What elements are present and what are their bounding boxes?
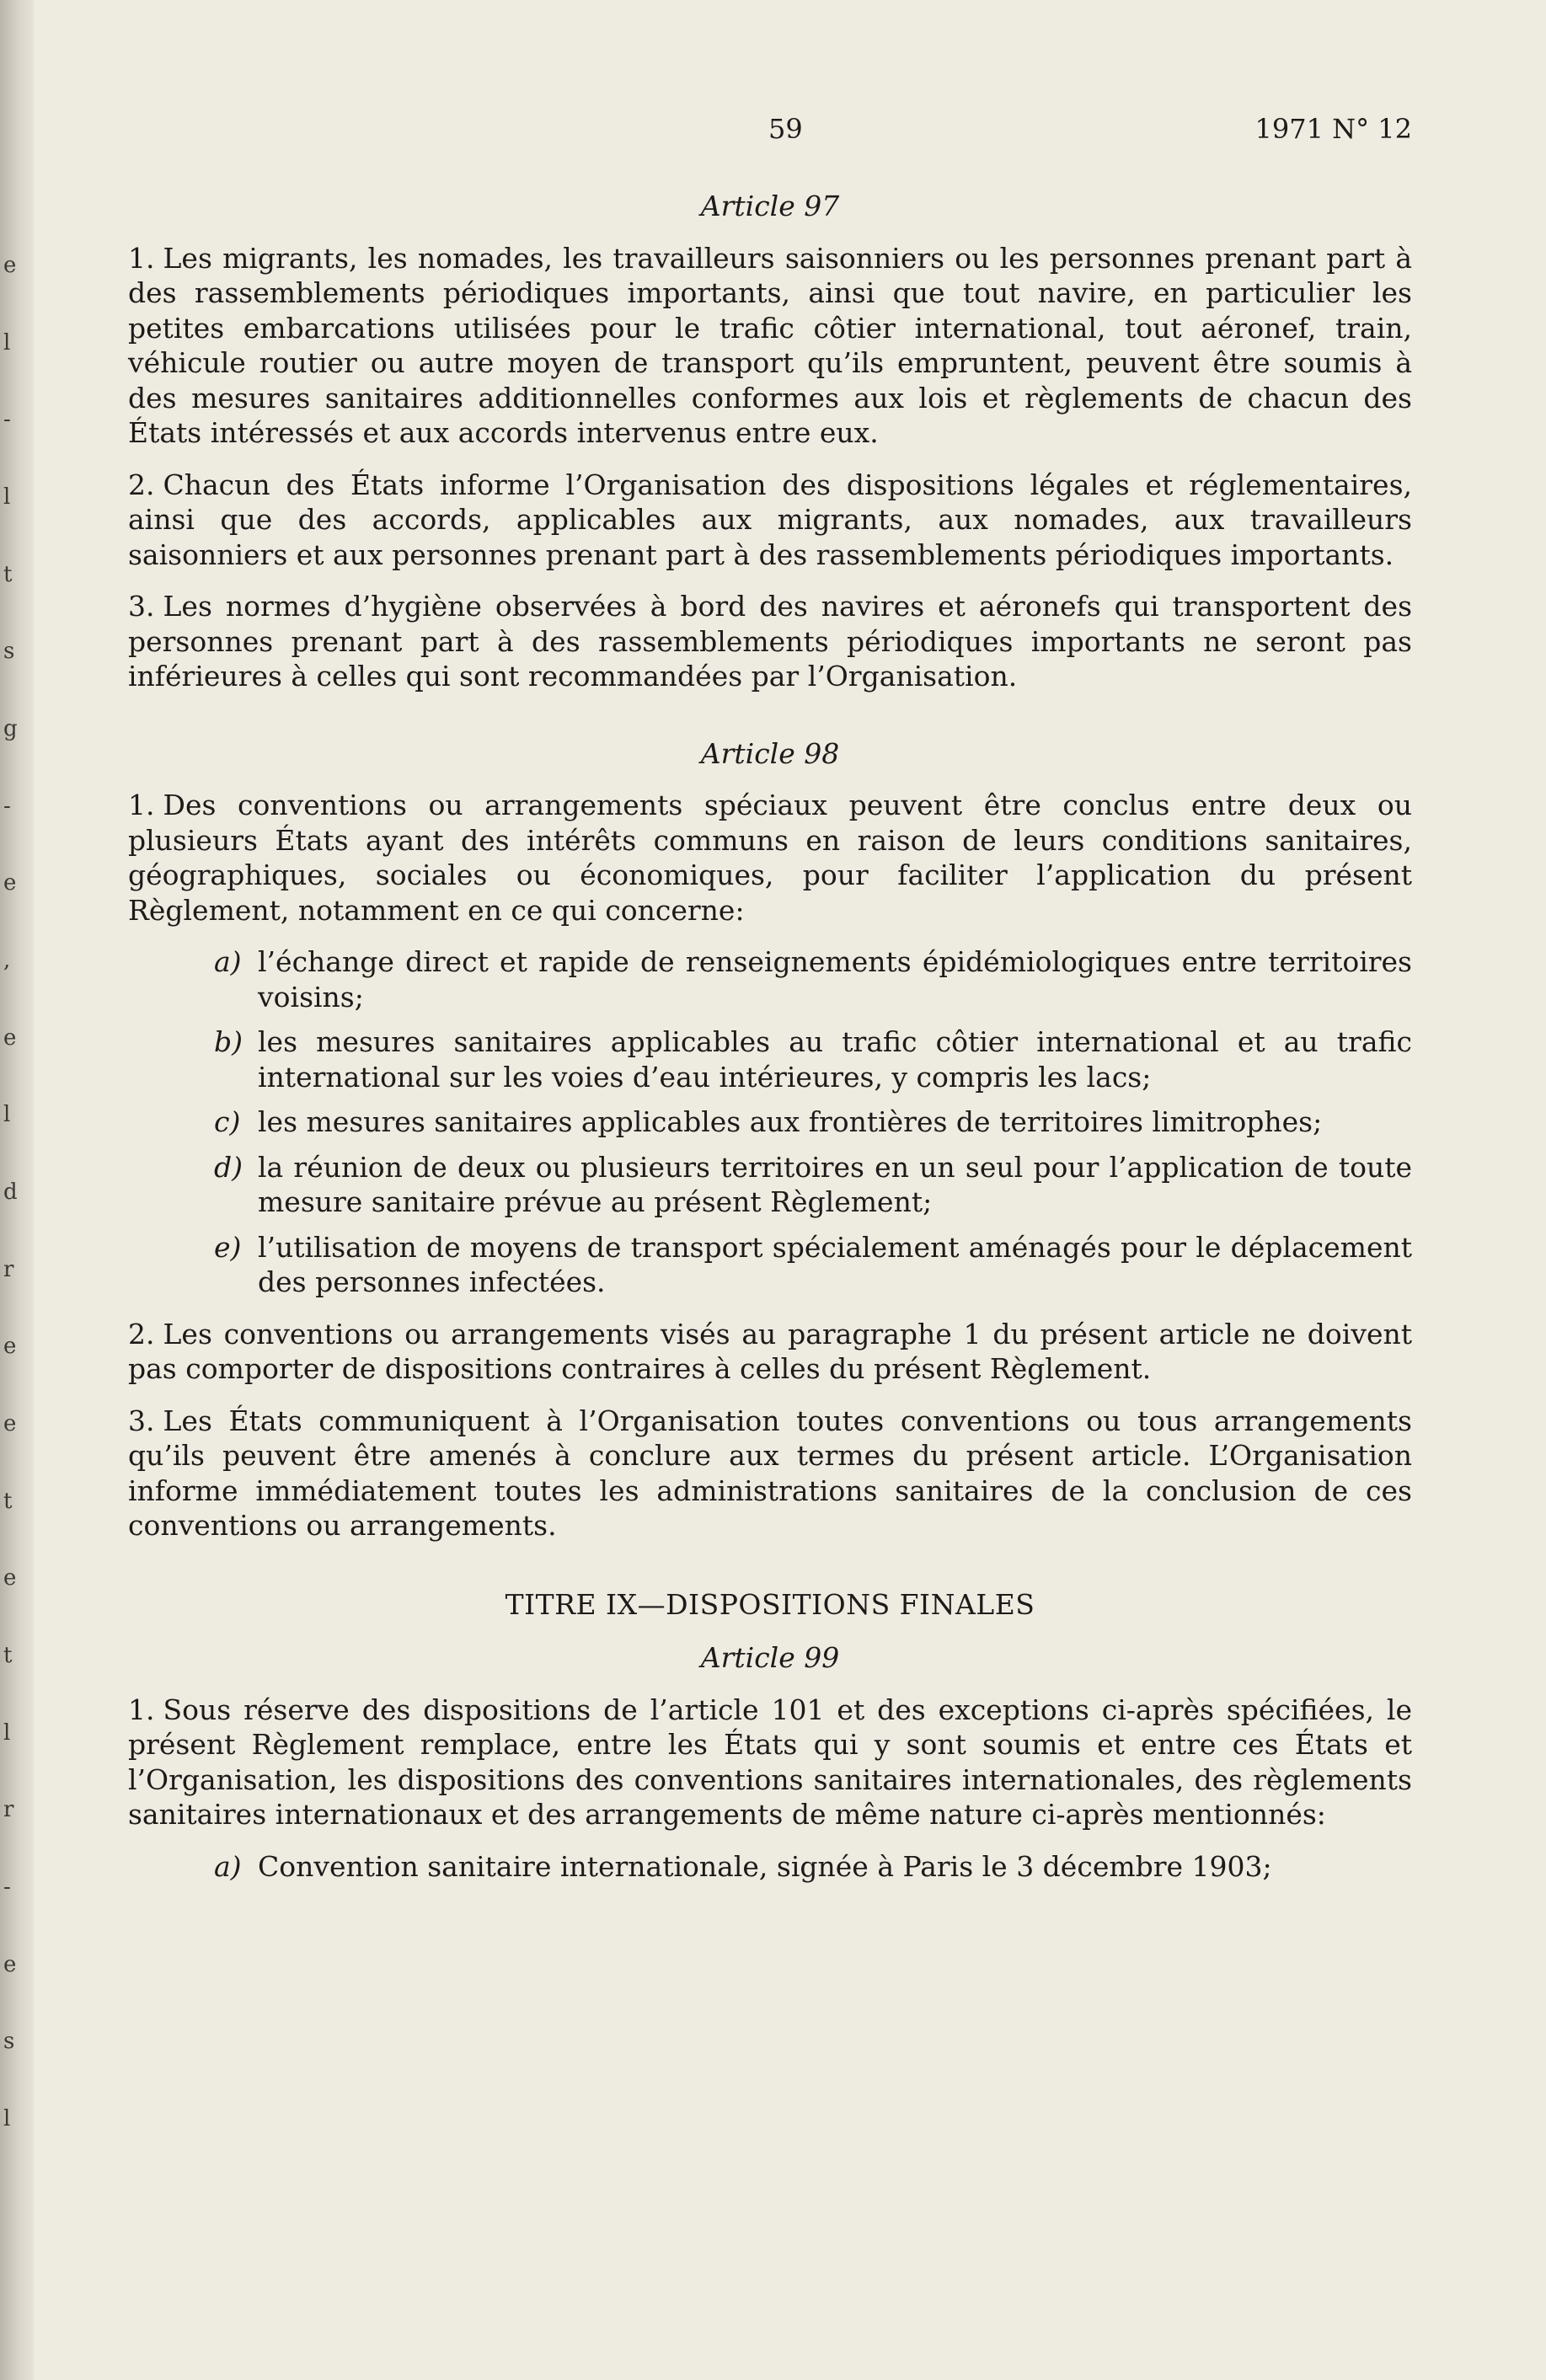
margin-fragment: g	[3, 716, 18, 741]
margin-fragment: e	[3, 1411, 17, 1436]
margin-fragment: ,	[3, 948, 11, 973]
list-letter: d)	[214, 1150, 243, 1184]
paragraph-number: 1.	[128, 1693, 155, 1726]
margin-fragment: s	[3, 2029, 15, 2054]
margin-fragment: d	[3, 1179, 18, 1205]
margin-fragment: t	[3, 1489, 13, 1514]
list-item	[128, 1150, 1412, 1220]
margin-fragment: e	[3, 870, 17, 896]
margin-fragment: e	[3, 1334, 17, 1359]
margin-fragment: l	[3, 1720, 11, 1746]
margin-fragment: l	[3, 2106, 11, 2131]
paragraph-number: 1.	[128, 789, 155, 821]
article-97-paragraph-3	[128, 589, 1412, 694]
paragraph-number: 2.	[128, 468, 155, 501]
list-letter: a)	[214, 945, 242, 978]
page-number: 59	[768, 113, 803, 145]
margin-fragment: e	[3, 1952, 17, 1977]
margin-fragment: l	[3, 1102, 11, 1127]
margin-fragment: -	[3, 407, 11, 432]
list-item	[128, 944, 1412, 1014]
margin-fragment: t	[3, 1643, 13, 1668]
list-item	[128, 1024, 1412, 1094]
article-99-title: Article 99	[700, 1641, 840, 1674]
list-item	[128, 1104, 1412, 1140]
article-98-list	[128, 944, 1412, 1300]
paragraph-text: Les conventions ou arrangements visés au paragraphe 1 du présent article ne doivent pas comporter de dispositions contraires à celles du présent Règlement.	[128, 1317, 1412, 1385]
paragraph-text: Sous réserve des dispositions de l’article 101 et des exceptions ci-après spécifiées, le présent Règlement remplace, entre les États qui y sont soumis et entre ces États et l’Organisation, les dispositions des conventions sanitaires internationales, des règlements sanitaires internationaux et des arrangements de même nature ci-après mentionnés:	[128, 1693, 1412, 1831]
paragraph-number: 3.	[128, 590, 155, 623]
margin-fragment: e	[3, 1565, 17, 1591]
page-header	[128, 113, 1412, 155]
article-99-list	[128, 1849, 1412, 1885]
paragraph-text: Les États communiquent à l’Organisation toutes conventions ou tous arrangements qu’ils peuvent être amenés à conclure aux termes du présent article. L’Organisation informe immédiatement toutes les administrations sanitaires de la conclusion de ces conventions ou arrangements.	[128, 1404, 1412, 1542]
margin-fragment: t	[3, 562, 13, 587]
paragraph-number: 1.	[128, 241, 155, 275]
list-letter: a)	[214, 1849, 242, 1883]
page-body	[128, 189, 1412, 1901]
adjacent-page-margin	[0, 0, 24, 2380]
list-item	[128, 1230, 1412, 1300]
list-text: les mesures sanitaires applicables aux frontières de territoires limitrophes;	[258, 1105, 1323, 1138]
list-letter: e)	[214, 1230, 242, 1264]
article-97-paragraph-1	[128, 241, 1412, 451]
article-98-title: Article 98	[700, 736, 840, 770]
margin-fragment: s	[3, 639, 15, 664]
article-97-paragraph-2	[128, 468, 1412, 573]
list-item	[128, 1849, 1412, 1885]
margin-fragment: -	[3, 1875, 11, 1900]
margin-fragment: -	[3, 794, 11, 819]
list-text: les mesures sanitaires applicables au trafic côtier international et au trafic international sur les voies d’eau intérieures, y compris les lacs;	[258, 1025, 1412, 1094]
list-text: la réunion de deux ou plusieurs territoires en un seul pour l’application de toute mesure sanitaire prévue au présent Règlement;	[258, 1150, 1412, 1218]
paragraph-number: 2.	[128, 1317, 155, 1350]
paragraph-text: Chacun des États informe l’Organisation des dispositions légales et réglementaires, ainsi que des accords, applicables aux migrants, aux nomades, aux travailleurs saisonniers et aux personnes prenant part à des rassemblements périodiques importants.	[128, 468, 1412, 571]
article-97-title: Article 97	[700, 190, 840, 222]
list-text: l’échange direct et rapide de renseignements épidémiologiques entre territoires voisins;	[258, 945, 1412, 1014]
margin-fragment: e	[3, 253, 17, 278]
list-letter: b)	[214, 1025, 243, 1058]
paragraph-number: 3.	[128, 1404, 155, 1437]
article-98-paragraph-1	[128, 788, 1412, 928]
list-letter: c)	[214, 1105, 241, 1138]
paragraph-text: Les migrants, les nomades, les travailleurs saisonniers ou les personnes prenant part à des rassemblements périodiques importants, ainsi que tout navire, en particulier les petites embarcations utilisées pour le trafic côtier international, tout aéronef, train, véhicule routier ou autre moyen de transport qu’ils empruntent, peuvent être soumis à des mesures sanitaires additionnelles conformes aux lois et règlements de chacun des États intéressés et aux accords intervenus entre eux.	[128, 241, 1412, 449]
margin-fragment: r	[3, 1257, 14, 1282]
margin-fragment: l	[3, 484, 11, 510]
margin-fragment: e	[3, 1025, 17, 1051]
paragraph-text: Des conventions ou arrangements spéciaux peuvent être conclus entre deux ou plusieurs États ayant des intérêts communs en raison de leurs conditions sanitaires, géographiques, sociales ou économiques, pour faciliter l’application du présent Règlement, notamment en ce qui concerne:	[128, 789, 1412, 927]
section-title: TITRE IX—DISPOSITIONS FINALES	[505, 1587, 1035, 1621]
document-reference: 1971 N° 12	[1254, 113, 1412, 145]
list-text: Convention sanitaire internationale, signée à Paris le 3 décembre 1903;	[258, 1849, 1272, 1883]
margin-fragment: l	[3, 330, 11, 356]
list-text: l’utilisation de moyens de transport spécialement aménagés pour le déplacement des personnes infectées.	[258, 1230, 1412, 1298]
article-98-paragraph-3	[128, 1404, 1412, 1543]
margin-fragment: r	[3, 1797, 14, 1822]
article-98-paragraph-2	[128, 1317, 1412, 1387]
article-99-paragraph-1	[128, 1693, 1412, 1832]
paragraph-text: Les normes d’hygiène observées à bord des navires et aéronefs qui transportent des personnes prenant part à des rassemblements périodiques importants ne seront pas inférieures à celles qui sont recommandées par l’Organisation.	[128, 590, 1412, 693]
